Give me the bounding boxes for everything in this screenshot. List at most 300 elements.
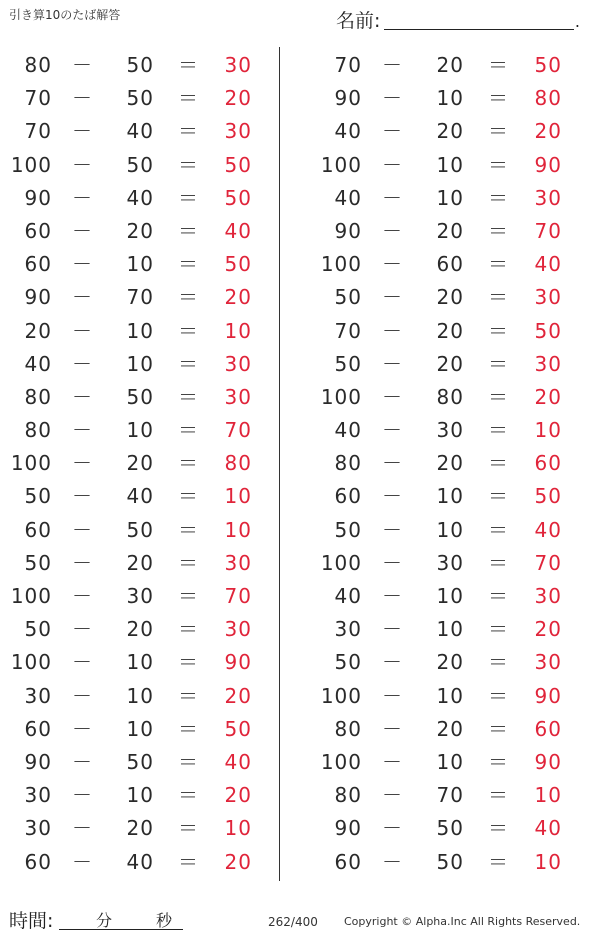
equals-sign: ＝ [178,550,198,575]
problem-row [310,315,580,348]
answer: 20 [224,849,252,874]
equals-sign: ＝ [178,484,198,509]
subtrahend: 50 [126,384,154,409]
minuend: 90 [334,816,362,841]
minuend: 50 [334,351,362,376]
equals-sign: ＝ [488,185,508,210]
subtrahend: 10 [436,517,464,542]
equals-sign: ＝ [488,783,508,808]
equals-sign: ＝ [178,218,198,243]
minuend: 60 [24,218,52,243]
subtrahend: 10 [126,351,154,376]
name-field[interactable] [336,6,582,32]
equals-sign: ＝ [488,218,508,243]
answer: 20 [224,683,252,708]
subtrahend: 20 [436,218,464,243]
answer: 30 [534,584,562,608]
name-label: 名前: [336,10,381,32]
equals-sign: ＝ [488,252,508,277]
minus-sign: － [382,252,402,277]
problem-row [310,613,580,646]
answer: 50 [534,484,562,509]
answer: 30 [224,351,252,376]
answer: 30 [534,285,562,310]
subtrahend: 40 [126,849,154,874]
answer: 20 [534,384,562,409]
problem-row [310,182,580,215]
minus-sign: － [382,816,402,841]
minus-sign: － [382,119,402,144]
minus-sign: － [72,418,92,443]
problem-row [0,149,270,182]
subtrahend: 60 [436,252,464,277]
equals-sign: ＝ [488,484,508,509]
minuend: 60 [24,517,52,542]
subtrahend: 10 [436,584,464,608]
equals-sign: ＝ [488,816,508,841]
minus-sign: － [72,650,92,675]
equals-sign: ＝ [488,749,508,774]
subtrahend: 20 [436,451,464,476]
problem-row [0,713,270,746]
subtrahend: 30 [436,550,464,575]
minuend: 100 [10,650,52,675]
minus-sign: － [382,53,402,77]
minuend: 90 [24,749,52,774]
minuend: 70 [24,86,52,111]
minus-sign: － [72,749,92,774]
problem-row [310,680,580,713]
minus-sign: － [72,185,92,210]
minus-sign: － [382,152,402,177]
minuend: 100 [320,550,362,575]
subtrahend: 20 [436,650,464,675]
equals-sign: ＝ [178,119,198,144]
equals-sign: ＝ [178,617,198,642]
minuend: 60 [24,849,52,874]
answer: 80 [224,451,252,476]
problem-row [310,248,580,281]
minutes-label: 分 [96,911,113,930]
minus-sign: － [72,683,92,708]
minus-sign: － [382,716,402,741]
minuend: 50 [24,550,52,575]
problem-row [310,547,580,580]
equals-sign: ＝ [178,285,198,310]
problem-row [0,779,270,812]
problem-row [0,580,270,613]
subtrahend: 30 [436,418,464,443]
minus-sign: － [72,816,92,841]
minus-sign: － [72,584,92,608]
equals-sign: ＝ [178,517,198,542]
minuend: 90 [24,285,52,310]
problem-row [310,414,580,447]
answer: 20 [534,617,562,642]
problem-row [310,115,580,148]
subtrahend: 40 [126,119,154,144]
equals-sign: ＝ [178,683,198,708]
problem-row [310,281,580,314]
problem-row [310,149,580,182]
minus-sign: － [382,517,402,542]
subtrahend: 10 [436,484,464,509]
problem-row [310,49,580,82]
equals-sign: ＝ [488,650,508,675]
minus-sign: － [382,584,402,608]
minuend: 80 [334,451,362,476]
minuend: 100 [10,152,52,177]
answer: 40 [534,816,562,841]
minuend: 100 [320,683,362,708]
minuend: 100 [10,584,52,608]
minus-sign: － [382,484,402,509]
problem-row [0,613,270,646]
subtrahend: 30 [126,584,154,608]
equals-sign: ＝ [178,849,198,874]
problem-row [310,746,580,779]
subtrahend: 20 [436,716,464,741]
minuend: 90 [334,218,362,243]
equals-sign: ＝ [178,783,198,808]
answer: 10 [534,418,562,443]
answer: 90 [224,650,252,675]
minus-sign: － [72,318,92,343]
subtrahend: 20 [126,218,154,243]
answer: 70 [534,550,562,575]
problem-row [0,414,270,447]
problem-row [0,215,270,248]
minuend: 40 [334,185,362,210]
minuend: 70 [334,53,362,77]
equals-sign: ＝ [178,53,198,77]
minuend: 80 [24,384,52,409]
subtrahend: 10 [126,418,154,443]
answer: 50 [224,152,252,177]
equals-sign: ＝ [178,86,198,111]
problem-row [310,348,580,381]
minuend: 100 [320,749,362,774]
answer: 90 [534,152,562,177]
name-underline [384,29,574,30]
minus-sign: － [72,252,92,277]
subtrahend: 10 [436,185,464,210]
answer: 90 [534,683,562,708]
minus-sign: － [72,53,92,77]
answer: 20 [534,119,562,144]
equals-sign: ＝ [178,584,198,608]
minuend: 100 [320,252,362,277]
answer: 20 [224,86,252,111]
problem-row [0,646,270,679]
equals-sign: ＝ [488,716,508,741]
subtrahend: 40 [126,185,154,210]
problem-row [310,480,580,513]
problem-row [0,480,270,513]
minuend: 90 [24,185,52,210]
problem-row [310,514,580,547]
answer: 30 [224,550,252,575]
worksheet-title: 引き算10のたば解答 [9,8,121,22]
equals-sign: ＝ [488,384,508,409]
minus-sign: － [72,484,92,509]
minuend: 20 [24,318,52,343]
minuend: 80 [24,418,52,443]
problem-row [310,779,580,812]
problem-row [0,248,270,281]
problem-row [310,846,580,879]
problem-row [0,315,270,348]
minuend: 90 [334,86,362,111]
equals-sign: ＝ [178,252,198,277]
minus-sign: － [382,749,402,774]
equals-sign: ＝ [178,451,198,476]
copyright-notice: Copyright © Alpha.Inc All Rights Reserved. [344,915,581,928]
problem-row [0,82,270,115]
problem-row [310,713,580,746]
answer: 10 [534,849,562,874]
subtrahend: 50 [436,849,464,874]
minus-sign: － [382,451,402,476]
minus-sign: － [72,716,92,741]
subtrahend: 10 [126,783,154,808]
equals-sign: ＝ [488,285,508,310]
equals-sign: ＝ [178,418,198,443]
equals-sign: ＝ [178,816,198,841]
problem-row [310,812,580,845]
minuend: 40 [334,119,362,144]
column-divider [279,47,280,881]
subtrahend: 20 [126,550,154,575]
problem-row [0,447,270,480]
equals-sign: ＝ [178,152,198,177]
subtrahend: 10 [126,318,154,343]
subtrahend: 40 [126,484,154,509]
minuend: 70 [24,119,52,144]
problem-row [0,281,270,314]
minuend: 70 [334,318,362,343]
minus-sign: － [382,550,402,575]
answer: 10 [224,517,252,542]
minus-sign: － [72,351,92,376]
right-problem-column [310,49,580,879]
answer: 70 [224,584,252,608]
equals-sign: ＝ [488,517,508,542]
problem-row [0,115,270,148]
subtrahend: 20 [126,816,154,841]
answer: 20 [224,783,252,808]
minus-sign: － [382,384,402,409]
minus-sign: － [72,849,92,874]
subtrahend: 20 [436,119,464,144]
minuend: 30 [24,683,52,708]
subtrahend: 10 [126,716,154,741]
minuend: 40 [24,351,52,376]
problem-row [0,182,270,215]
subtrahend: 50 [126,53,154,77]
answer: 50 [224,716,252,741]
minus-sign: － [382,650,402,675]
equals-sign: ＝ [178,185,198,210]
subtrahend: 20 [436,285,464,310]
equals-sign: ＝ [178,318,198,343]
minuend: 80 [24,53,52,77]
subtrahend: 50 [126,152,154,177]
minuend: 30 [24,816,52,841]
problem-row [310,381,580,414]
problem-row [0,812,270,845]
minus-sign: － [382,683,402,708]
answer: 30 [224,119,252,144]
subtrahend: 50 [126,749,154,774]
time-field[interactable] [9,906,199,932]
problem-row [0,680,270,713]
minus-sign: － [382,849,402,874]
equals-sign: ＝ [488,351,508,376]
answer: 30 [534,185,562,210]
minus-sign: － [72,218,92,243]
minuend: 100 [320,152,362,177]
problem-row [310,580,580,613]
subtrahend: 70 [436,783,464,808]
minus-sign: － [382,285,402,310]
answer: 30 [224,53,252,77]
equals-sign: ＝ [178,384,198,409]
equals-sign: ＝ [488,53,508,77]
equals-sign: ＝ [178,650,198,675]
answer: 50 [224,252,252,277]
problem-row [310,646,580,679]
minuend: 50 [24,617,52,642]
equals-sign: ＝ [178,716,198,741]
minuend: 80 [334,716,362,741]
minuend: 60 [24,716,52,741]
minus-sign: － [382,86,402,111]
minus-sign: － [72,617,92,642]
answer: 50 [534,53,562,77]
subtrahend: 10 [436,749,464,774]
equals-sign: ＝ [488,849,508,874]
page-number: 262/400 [268,915,318,929]
minuend: 60 [334,849,362,874]
minus-sign: － [72,285,92,310]
minus-sign: － [382,783,402,808]
minuend: 80 [334,783,362,808]
equals-sign: ＝ [488,451,508,476]
problem-row [0,846,270,879]
problem-row [0,514,270,547]
subtrahend: 10 [436,683,464,708]
answer: 50 [534,318,562,343]
answer: 10 [224,484,252,509]
subtrahend: 20 [436,318,464,343]
minus-sign: － [72,384,92,409]
minuend: 40 [334,418,362,443]
problem-row [310,447,580,480]
subtrahend: 20 [436,351,464,376]
equals-sign: ＝ [488,584,508,608]
minuend: 100 [10,451,52,476]
answer: 40 [224,218,252,243]
subtrahend: 20 [126,451,154,476]
minus-sign: － [72,550,92,575]
subtrahend: 10 [436,152,464,177]
subtrahend: 50 [126,517,154,542]
name-end-mark: . [574,12,580,31]
answer: 90 [534,749,562,774]
seconds-label: 秒 [156,911,173,930]
answer: 40 [534,517,562,542]
answer: 10 [534,783,562,808]
minuend: 50 [24,484,52,509]
subtrahend: 10 [126,683,154,708]
left-problem-column [0,49,270,879]
minuend: 50 [334,517,362,542]
minuend: 50 [334,650,362,675]
problem-row [0,348,270,381]
answer: 30 [534,351,562,376]
answer: 50 [224,185,252,210]
minus-sign: － [382,185,402,210]
problem-row [0,381,270,414]
minus-sign: － [382,218,402,243]
minuend: 30 [24,783,52,808]
minus-sign: － [72,152,92,177]
answer: 40 [224,749,252,774]
problem-row [0,746,270,779]
answer: 40 [534,252,562,277]
equals-sign: ＝ [488,550,508,575]
equals-sign: ＝ [488,318,508,343]
minus-sign: － [382,418,402,443]
subtrahend: 10 [436,617,464,642]
answer: 10 [224,816,252,841]
answer: 10 [224,318,252,343]
answer: 20 [224,285,252,310]
answer: 70 [224,418,252,443]
subtrahend: 70 [126,285,154,310]
minuend: 40 [334,584,362,608]
equals-sign: ＝ [178,749,198,774]
answer: 60 [534,451,562,476]
minuend: 50 [334,285,362,310]
equals-sign: ＝ [488,86,508,111]
equals-sign: ＝ [488,683,508,708]
subtrahend: 20 [126,617,154,642]
subtrahend: 20 [436,53,464,77]
subtrahend: 10 [126,252,154,277]
minus-sign: － [72,451,92,476]
time-label: 時間: [9,910,54,932]
minuend: 100 [320,384,362,409]
problem-row [0,547,270,580]
answer: 30 [224,384,252,409]
minus-sign: － [382,617,402,642]
subtrahend: 10 [436,86,464,111]
minus-sign: － [72,86,92,111]
answer: 70 [534,218,562,243]
problem-row [310,215,580,248]
subtrahend: 10 [126,650,154,675]
equals-sign: ＝ [488,152,508,177]
minuend: 60 [24,252,52,277]
equals-sign: ＝ [488,418,508,443]
minuend: 60 [334,484,362,509]
equals-sign: ＝ [488,119,508,144]
minus-sign: － [72,119,92,144]
problem-row [0,49,270,82]
equals-sign: ＝ [488,617,508,642]
